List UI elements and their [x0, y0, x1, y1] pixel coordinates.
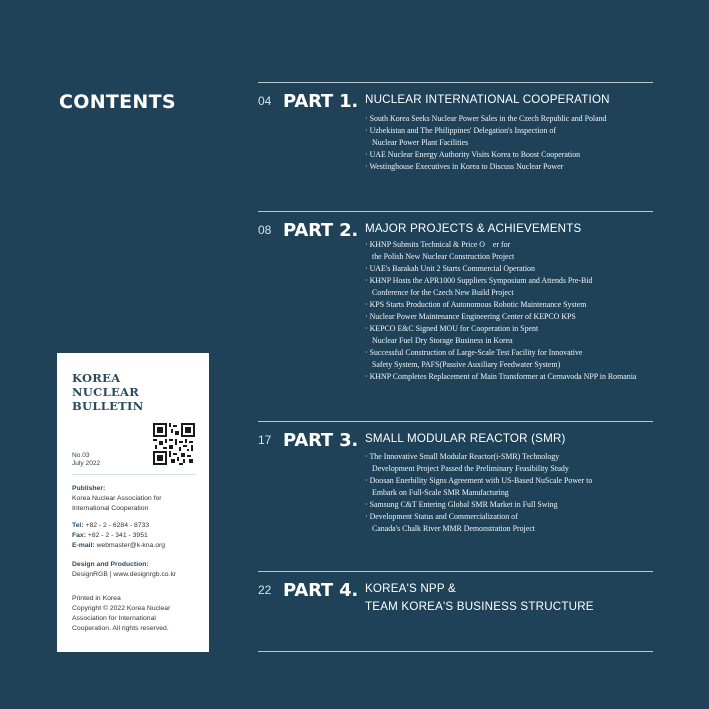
page-number: 22: [258, 583, 272, 597]
article-list: [365, 239, 636, 383]
section-title: KOREA'S NPP & TEAM KOREA'S BUSINESS STRUCTURE: [365, 582, 594, 613]
bulletin-logo: KOREA NUCLEAR BULLETIN: [72, 371, 144, 413]
section-title: MAJOR PROJECTS & ACHIEVEMENTS: [365, 222, 582, 235]
list-item: · KPS Starts Production of Autonomous Robotic Maintenance System: [365, 300, 587, 309]
part-label: PART 2.: [283, 220, 359, 241]
page-number: 08: [258, 223, 272, 237]
list-item: · South Korea Seeks Nuclear Power Sales in the Czech Republic and Poland: [365, 114, 607, 123]
list-item: · Westinghouse Executives in Korea to Discuss Nuclear Power: [365, 162, 564, 171]
section-divider: [258, 421, 653, 422]
list-item: · KHNP Submits Technical & Price O er for the Polish New Nuclear Construction Project: [365, 240, 515, 261]
list-item: · UAE's Barakah Unit 2 Starts Commercial Operation: [365, 264, 535, 273]
card-divider: [72, 474, 196, 475]
list-item: · Samsung C&T Entering Global SMR Market in Full Swing: [365, 500, 558, 509]
part-label: PART 3.: [283, 430, 359, 451]
list-item: · Successful Construction of Large-Scale Test Facility for Innovative Safety System, PAFS(Passive Auxiliary Feedwater System): [365, 348, 583, 369]
contents-title: CONTENTS: [59, 91, 176, 113]
section-title: NUCLEAR INTERNATIONAL COOPERATION: [365, 93, 610, 106]
list-item: · Development Status and Commercialization of Canada's Chalk River MMR Demonstration Project: [365, 512, 535, 533]
publisher-block: Publisher: Korea Nuclear Association for International Cooperation: [72, 485, 162, 512]
article-list: [365, 451, 592, 535]
contact-block: Tel: +82 - 2 - 6284 - 8733 Fax: +82 - 2 - 341 - 3951 E-mail: webmaster@k-kna.org: [72, 522, 166, 549]
section-part-4: [258, 571, 653, 652]
design-link[interactable]: DesignRGB | www.designrgb.co.kr: [72, 571, 177, 578]
list-item: · UAE Nuclear Energy Authority Visits Korea to Boost Cooperation: [365, 150, 581, 159]
issue-info: No.03 July 2022: [72, 452, 101, 467]
list-item: · KEPCO E&C Signed MOU for Cooperation in Spent Nuclear Fuel Dry Storage Business in Korea: [365, 324, 539, 345]
list-item: · Doosan Enerbility Signs Agreement with US-Based NuScale Power to Embark on Full-Scale SMR Manufacturing: [365, 476, 593, 497]
list-item: · Uzbekistan and The Philippines' Delegation's Inspection of Nuclear Power Plant Facilities: [365, 126, 556, 147]
publication-card: [57, 353, 209, 652]
article-list: [365, 113, 607, 173]
section-divider: [258, 82, 653, 83]
bottom-divider: [258, 651, 653, 652]
list-item: · KHNP Completes Replacement of Main Transformer at Cernavoda NPP in Romania: [365, 372, 637, 381]
page-number: 17: [258, 433, 272, 447]
list-item: · KHNP Hosts the APR1000 Suppliers Symposium and Attends Pre-Bid Conference for the Czech New Build Project: [365, 276, 593, 297]
copyright-block: Printed in Korea Copyright © 2022 Korea Nuclear Association for International Cooperation. All rights reserved.: [72, 595, 171, 632]
phone-number: +82 - 2 - 6284 - 8733: [85, 522, 150, 529]
design-block: Design and Production: DesignRGB | www.designrgb.co.kr: [72, 561, 177, 578]
email-link[interactable]: webmaster@k-kna.org: [96, 542, 166, 549]
section-divider: [258, 211, 653, 212]
list-item: · Nuclear Power Maintenance Engineering Center of KEPCO KPS: [365, 312, 576, 321]
section-title: SMALL MODULAR REACTOR (SMR): [365, 432, 566, 445]
qr-code-icon[interactable]: [153, 423, 195, 465]
list-item: · The Innovative Small Modular Reactor(i-SMR) Technology Development Project Passed the Preliminary Feasibility Study: [365, 452, 569, 473]
part-label: PART 1.: [283, 91, 359, 112]
section-divider: [258, 571, 653, 572]
fax-number: +82 - 2 - 341 - 3951: [87, 532, 148, 539]
part-label: PART 4.: [283, 580, 359, 601]
page-number: 04: [258, 94, 272, 108]
